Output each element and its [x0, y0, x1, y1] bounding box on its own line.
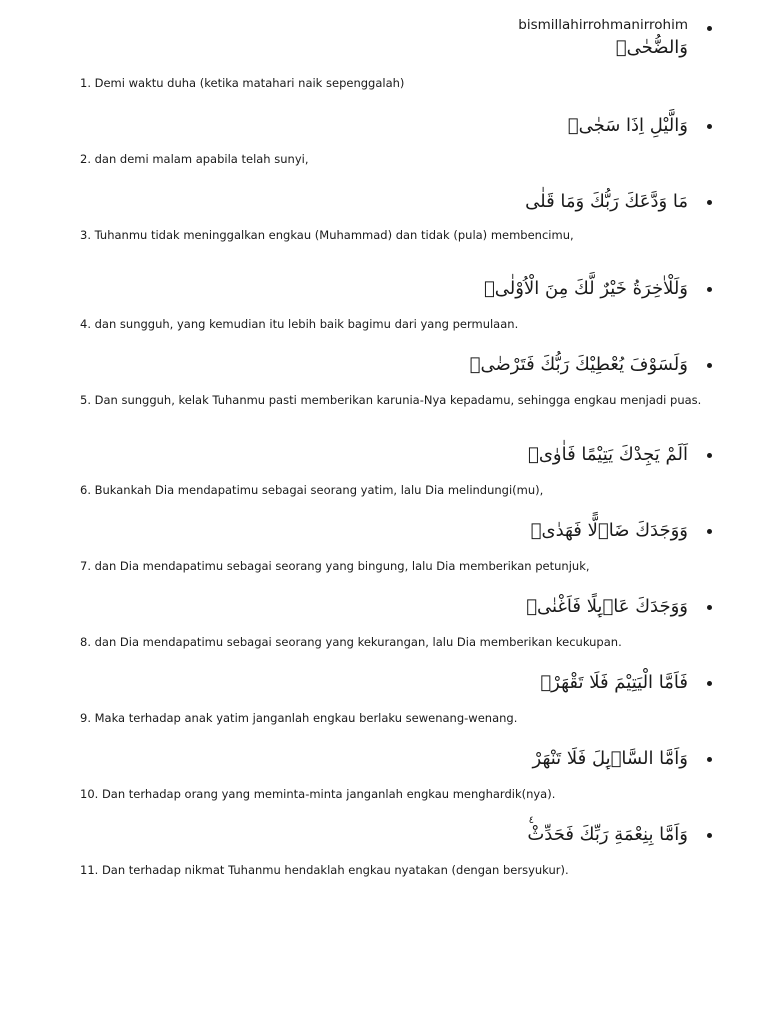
bullet-icon — [707, 529, 712, 534]
verse-3-arabic-row — [80, 185, 712, 219]
verse-11-arabic: وَاَمَّا بِنِعْمَةِ رَبِّكَ فَحَدِّثْ — [527, 824, 688, 845]
verse-4-arabic: وَلَلْاٰخِرَةُ خَيْرٌ لَّكَ مِنَ الْاُوْلٰىۗ — [483, 278, 688, 299]
verse-8-translation: 8. dan Dia mendapatimu sebagai seorang yang kekurangan, lalu Dia memberikan kecukupan. — [80, 635, 622, 649]
verse-10-translation: 10. Dan terhadap orang yang meminta-minta janganlah engkau menghardik(nya). — [80, 787, 556, 801]
verse-4-arabic-row — [80, 272, 712, 306]
bullet-icon — [707, 200, 712, 205]
verse-5-arabic-row — [80, 348, 712, 382]
verse-5-translation: 5. Dan sungguh, kelak Tuhanmu pasti memberikan karunia-Nya kepadamu, sehingga engkau menjadi puas. — [80, 393, 702, 407]
verse-9-arabic: فَاَمَّا الْيَتِيْمَ فَلَا تَقْهَرْۗ — [540, 672, 688, 693]
verse-7-arabic: وَوَجَدَكَ ضَاۤلًّا فَهَدٰىۖ — [530, 520, 688, 541]
verse-2-arabic: وَالَّيْلِ اِذَا سَجٰىۙ — [567, 115, 688, 136]
verse-3-arabic: مَا وَدَّعَكَ رَبُّكَ وَمَا قَلٰى — [525, 191, 688, 212]
basmalah-text: bismillahirrohmanirrohim — [518, 17, 688, 33]
verse-7-arabic-row — [80, 514, 712, 548]
bullet-icon — [707, 26, 712, 31]
verse-9-translation: 9. Maka terhadap anak yatim janganlah engkau berlaku sewenang-wenang. — [80, 711, 518, 725]
verse-5-arabic: وَلَسَوْفَ يُعْطِيْكَ رَبُّكَ فَتَرْضٰىۗ — [469, 354, 688, 375]
bullet-icon — [707, 605, 712, 610]
bullet-icon — [707, 757, 712, 762]
verse-6-translation: 6. Bukankah Dia mendapatimu sebagai seorang yatim, lalu Dia melindungi(mu), — [80, 483, 544, 497]
verse-2-translation: 2. dan demi malam apabila telah sunyi, — [80, 152, 309, 166]
verse-1-arabic-row — [80, 16, 712, 60]
verse-10-arabic-row — [80, 742, 712, 776]
bullet-icon — [707, 363, 712, 368]
verse-11-arabic-row — [80, 815, 712, 852]
verse-6-arabic: اَلَمْ يَجِدْكَ يَتِيْمًا فَاٰوٰىۖ — [528, 444, 688, 465]
verse-8-arabic: وَوَجَدَكَ عَاۤىِٕلًا فَاَغْنٰىۗ — [526, 596, 688, 617]
verse-2-arabic-row — [80, 109, 712, 143]
verse-1-translation: 1. Demi waktu duha (ketika matahari naik sepenggalah) — [80, 76, 405, 90]
verse-10-arabic: وَاَمَّا السَّاۤىِٕلَ فَلَا تَنْهَرْ — [532, 748, 688, 769]
bullet-icon — [707, 833, 712, 838]
bullet-icon — [707, 287, 712, 292]
verse-3-translation: 3. Tuhanmu tidak meninggalkan engkau (Muhammad) dan tidak (pula) membencimu, — [80, 228, 574, 242]
bullet-icon — [707, 124, 712, 129]
verse-1-arabic: وَالضُّحٰىۙ — [615, 37, 688, 58]
verse-7-translation: 7. dan Dia mendapatimu sebagai seorang yang bingung, lalu Dia memberikan petunjuk, — [80, 559, 590, 573]
bullet-icon — [707, 681, 712, 686]
bullet-icon — [707, 453, 712, 458]
verse-6-arabic-row — [80, 438, 712, 472]
verse-4-translation: 4. dan sungguh, yang kemudian itu lebih baik bagimu dari yang permulaan. — [80, 317, 519, 331]
verse-9-arabic-row — [80, 666, 712, 700]
verse-number-marker: ٤ — [528, 815, 534, 826]
verse-11-translation: 11. Dan terhadap nikmat Tuhanmu hendaklah engkau nyatakan (dengan bersyukur). — [80, 863, 569, 877]
verse-8-arabic-row — [80, 590, 712, 624]
